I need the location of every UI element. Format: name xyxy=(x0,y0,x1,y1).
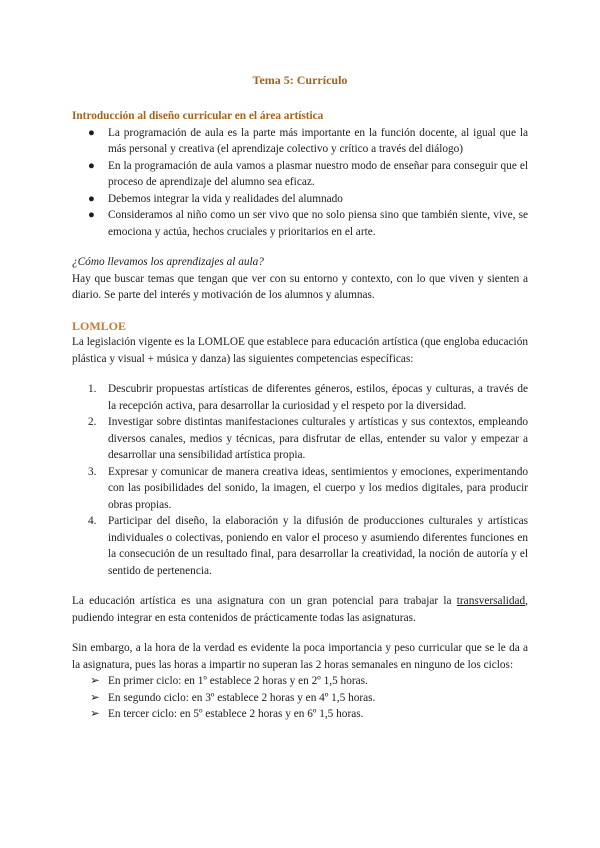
list-item: ● Debemos integrar la vida y realidades del alumnado xyxy=(72,191,528,208)
list-number: 4. xyxy=(88,515,97,527)
page-title: Tema 5: Currículo xyxy=(252,73,348,87)
list-item: 2. Investigar sobre distintas manifestaciones culturales y artísticas y sus contextos, empleando diversos canales, medios y técnicas, para disfrutar de ellas, entender su valor y empezar a desarrollar una sensibilidad artística propia. xyxy=(88,416,528,461)
bullet-icon: ● xyxy=(88,192,95,205)
list-item: ● En la programación de aula vamos a plasmar nuestro modo de enseñar para conseguir que el proceso de aprendizaje del alumno sea eficaz. xyxy=(88,159,528,188)
list-number: 3. xyxy=(88,465,97,478)
list-item: 3. Expresar y comunicar de manera creativa ideas, sentimientos y emociones, experimentando con las posibilidades del sonido, la imagen, el cuerpo y los medios digitales, para producir obras propias. xyxy=(88,465,528,511)
list-item: ➢ En primer ciclo: en 1º establece 2 horas y en 2º 1,5 horas. xyxy=(72,673,528,690)
transversal-paragraph: La educación artística es una asignatura con un gran potencial para trabajar la transversalidad, pudiendo integrar en esta contenidos de prácticamente todas las asignaturas. xyxy=(72,595,528,624)
question-answer: Hay que buscar temas que tengan que ver con su entorno y contexto, con lo que viven y sienten a diario. Se parte del interés y motivación de los alumnos y alumnas. xyxy=(72,272,528,301)
arrow-bullet-icon: ➢ xyxy=(90,691,100,704)
competency-list xyxy=(72,381,528,579)
list-number: 2. xyxy=(88,416,97,428)
list-item: ➢ En segundo ciclo: en 3º establece 2 horas y en 4º 1,5 horas. xyxy=(72,690,528,707)
list-item: ➢ En tercer ciclo: en 5º establece 2 horas y en 6º 1,5 horas. xyxy=(72,706,528,723)
cycle-hours-list xyxy=(72,673,528,723)
list-item: ● La programación de aula es la parte más importante en la función docente, al igual que la más personal y creativa (el aprendizaje colectivo y crítico a través del diálogo) xyxy=(88,126,528,155)
list-number: 1. xyxy=(88,383,97,395)
document-page xyxy=(72,72,528,723)
list-item: 1. Descubrir propuestas artísticas de diferentes géneros, estilos, épocas y culturas, a través de la recepción activa, para desarrollar la curiosidad y el respeto por la diversidad. xyxy=(88,383,528,412)
question-line: ¿Cómo llevamos los aprendizajes al aula? xyxy=(72,256,264,268)
transversalidad-term: transversalidad xyxy=(456,595,526,607)
arrow-bullet-icon: ➢ xyxy=(90,708,100,720)
section-heading-intro: Introducción al diseño curricular en el área artística xyxy=(72,110,324,122)
bullet-icon: ● xyxy=(88,209,95,221)
intro-bullet-list xyxy=(72,125,528,241)
arrow-bullet-icon: ➢ xyxy=(90,675,100,687)
hours-paragraph: Sin embargo, a la hora de la verdad es evidente la poca importancia y peso curricular que se le da a la asignatura, pues las horas a impartir no superan las 2 horas semanales en ninguno de los ciclos: xyxy=(72,642,528,671)
lomloe-intro: La legislación vigente es la LOMLOE que establece para educación artística (que engloba educación plástica y visual + música y danza) las siguientes competencias específicas: xyxy=(72,336,528,365)
bullet-icon: ● xyxy=(88,126,95,139)
section-heading-lomloe: LOMLOE xyxy=(72,318,127,333)
list-item: ● Consideramos al niño como un ser vivo que no solo piensa sino que también siente, vive, se emociona y actúa, hechos cruciales y prioritarios en el arte. xyxy=(88,209,528,238)
bullet-icon: ● xyxy=(88,159,95,172)
list-item: 4. Participar del diseño, la elaboración y la difusión de producciones culturales y artísticas individuales o colectivas, poniendo en valor el proceso y asumiendo diferentes funciones en la consecución de un resultado final, para desarrollar la creatividad, la noción de autoría y el sentido de pertenencia. xyxy=(88,515,528,577)
